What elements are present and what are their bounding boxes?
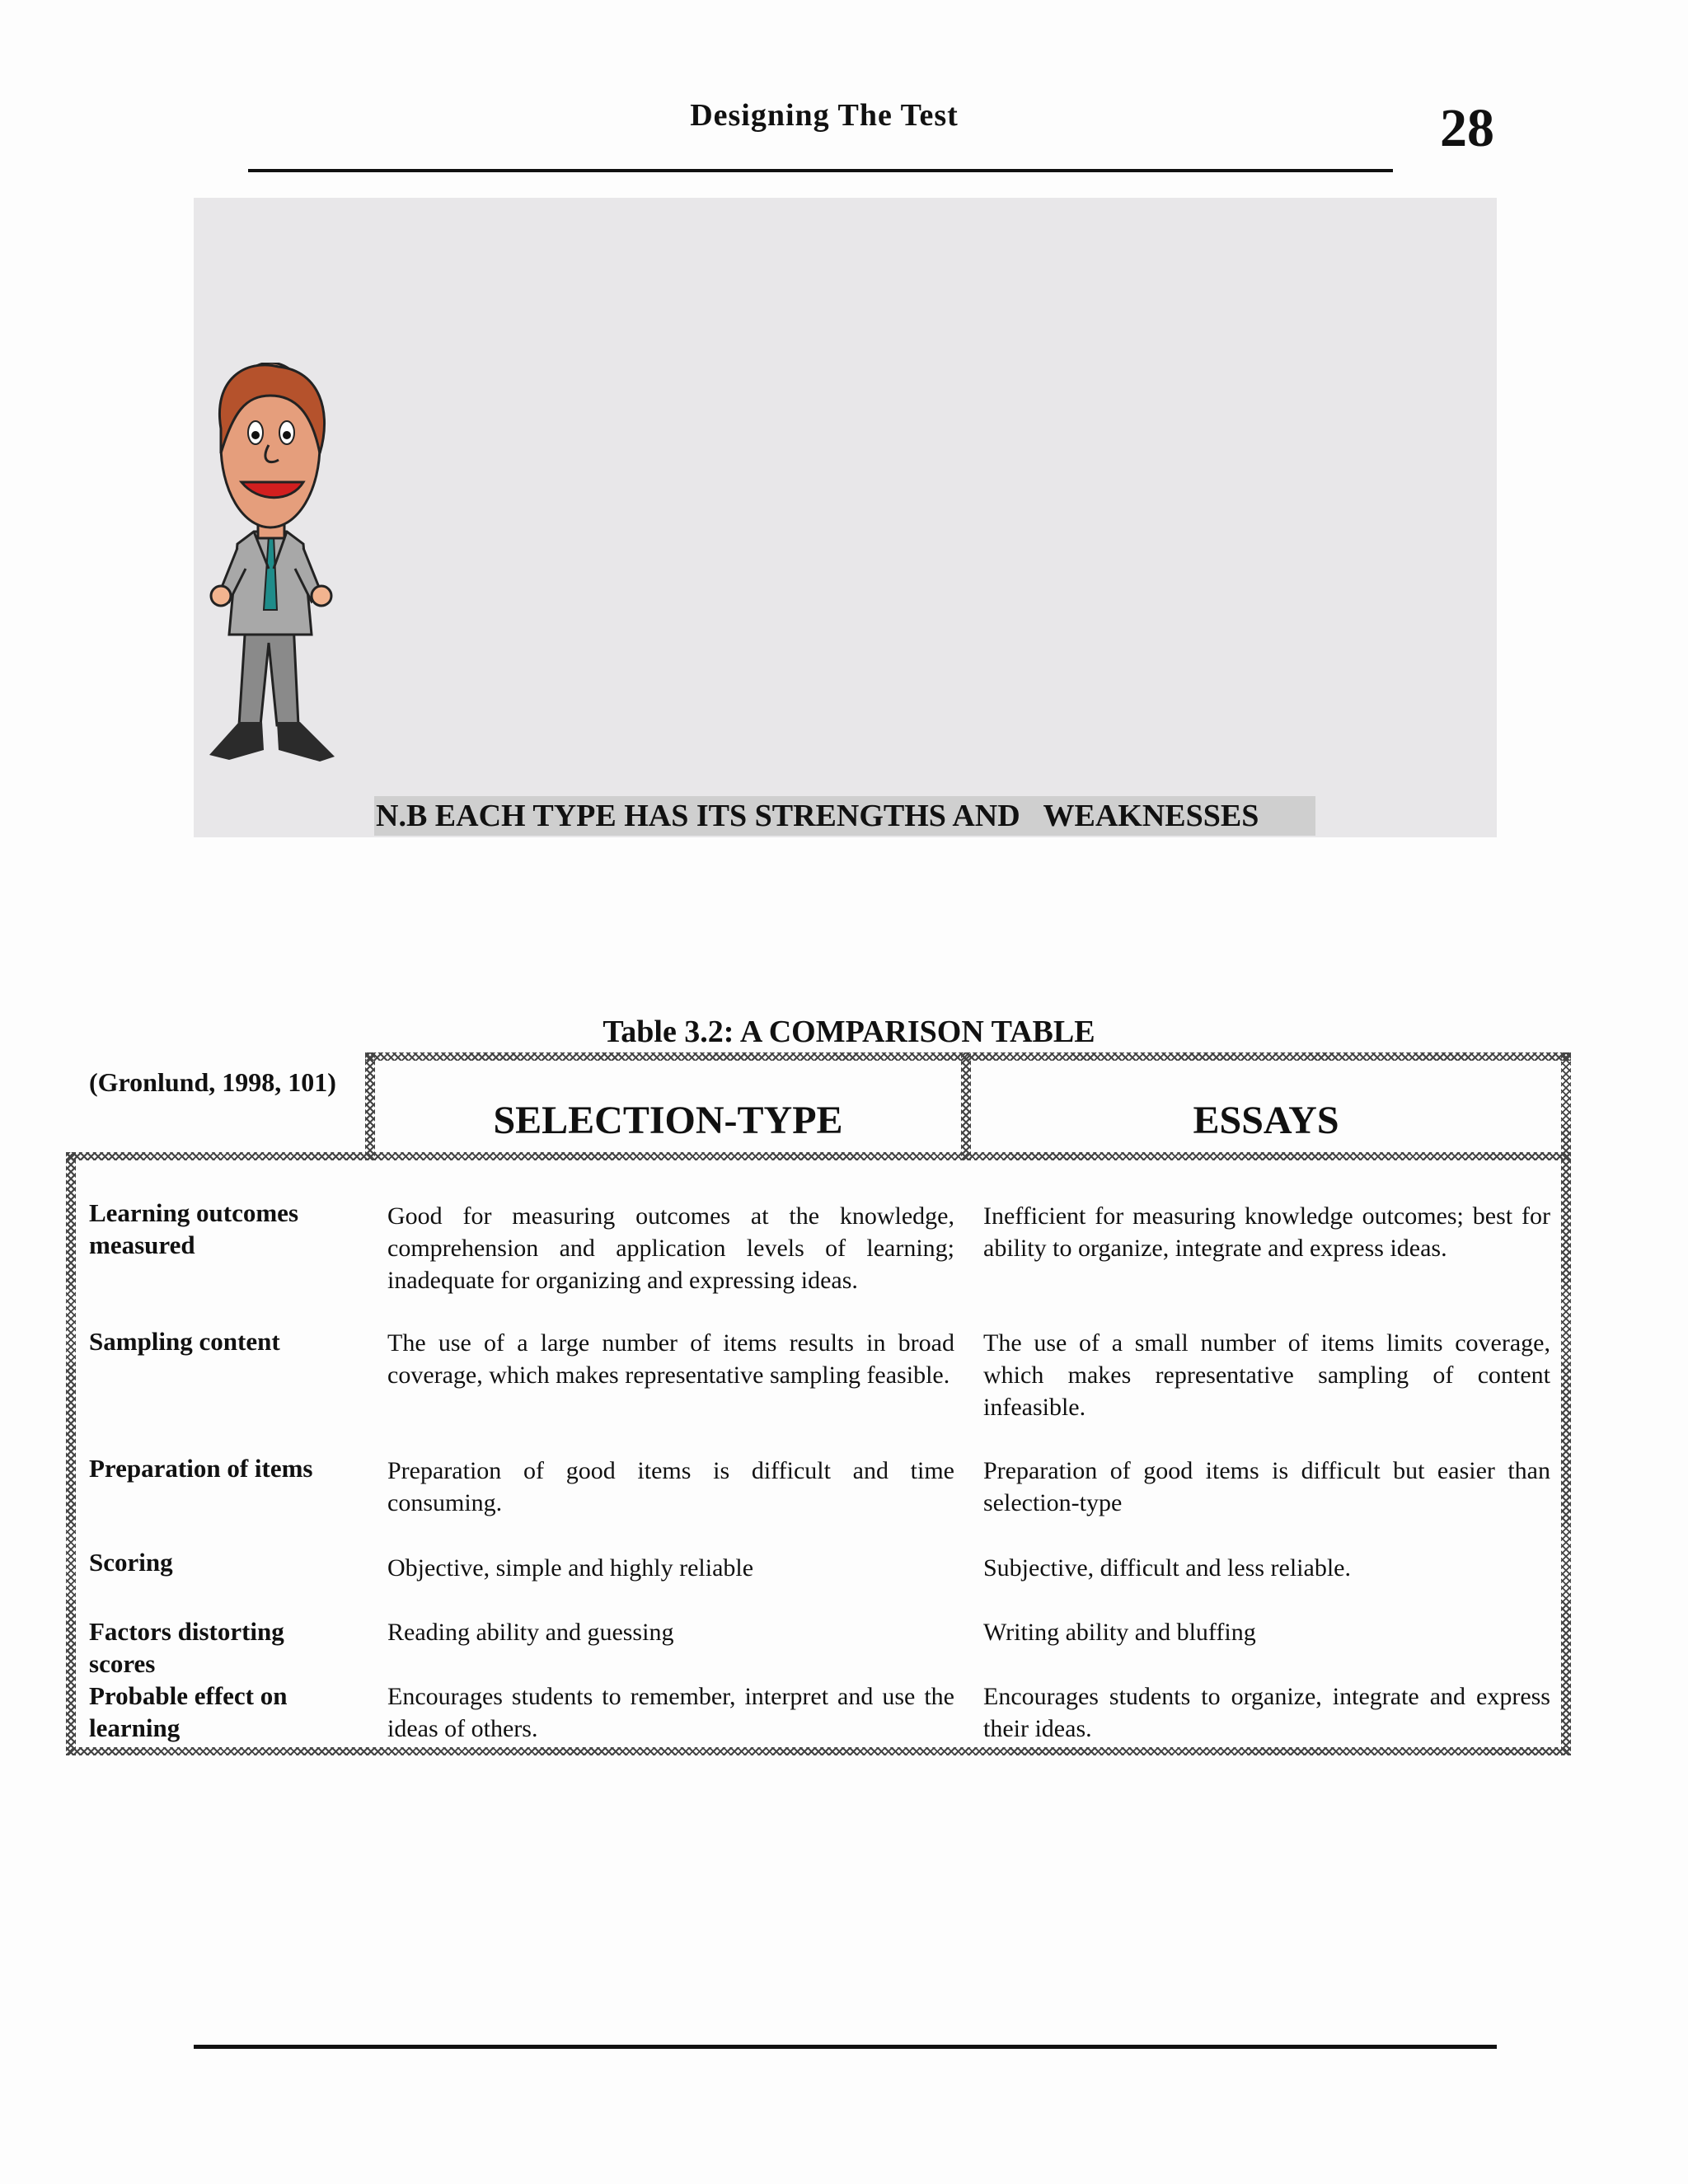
footer-rule [194,2045,1497,2049]
row-label-scoring: Scoring [89,1548,173,1577]
row-label-preparation-of-items: Preparation of items [89,1454,313,1483]
table-caption: Table 3.2: A COMPARISON TABLE [603,1015,1095,1049]
column-header-essays: ESSAYS [1193,1099,1339,1142]
table-border-right [1561,1052,1571,1755]
page-number: 28 [1440,98,1494,158]
page-header-title: Designing The Test [690,98,959,133]
cell-selection-preparation-of-items: Preparation of good items is difficult and time consuming. [387,1457,954,1516]
table-border-left-header [365,1052,375,1160]
cell-selection-probable-effect-on-learning: Encourages students to remember, interpret and use the ideas of others. [387,1683,954,1742]
cartoon-man-illustration [196,363,345,763]
illustration-panel [194,198,1497,837]
cell-selection-learning-outcomes: Good for measuring outcomes at the knowledge, comprehension and application levels of learning; inadequate for organizing and expressing ideas. [387,1202,954,1294]
row-label-sampling-content: Sampling content [89,1327,280,1356]
table-header-column-divider [961,1052,971,1160]
header-rule [248,169,1393,172]
cell-essays-probable-effect-on-learning: Encourages students to organize, integrate and express their ideas. [983,1683,1550,1742]
cell-essays-preparation-of-items: Preparation of good items is difficult but easier than selection-type [983,1457,1550,1516]
row-label-probable-effect-on-learning: Probable effect on learning [89,1681,288,1742]
cell-essays-learning-outcomes: Inefficient for measuring knowledge outcomes; best for ability to organize, integrate and express ideas. [983,1202,1550,1262]
nb-note: N.B EACH TYPE HAS ITS STRENGTHS AND WEAKNESSES [374,796,1315,836]
cell-essays-factors-distorting-scores: Writing ability and bluffing [983,1619,1256,1646]
cell-selection-factors-distorting-scores: Reading ability and guessing [387,1619,674,1646]
cell-selection-sampling-content: The use of a large number of items results in broad coverage, which makes representative sampling feasible. [387,1329,954,1389]
table-border-bottom [66,1747,1571,1755]
row-label-learning-outcomes: Learning outcomes measured [89,1198,299,1259]
cell-essays-sampling-content: The use of a small number of items limits coverage, which makes representative sampling of content infeasible. [983,1329,1550,1421]
table-citation: (Gronlund, 1998, 101) [89,1067,336,1097]
cell-selection-scoring: Objective, simple and highly reliable [387,1554,754,1582]
column-header-selection-type: SELECTION-TYPE [493,1099,843,1142]
table-border-left [66,1152,76,1755]
cell-essays-scoring: Subjective, difficult and less reliable. [983,1554,1351,1582]
row-label-factors-distorting-scores: Factors distorting scores [89,1617,284,1678]
